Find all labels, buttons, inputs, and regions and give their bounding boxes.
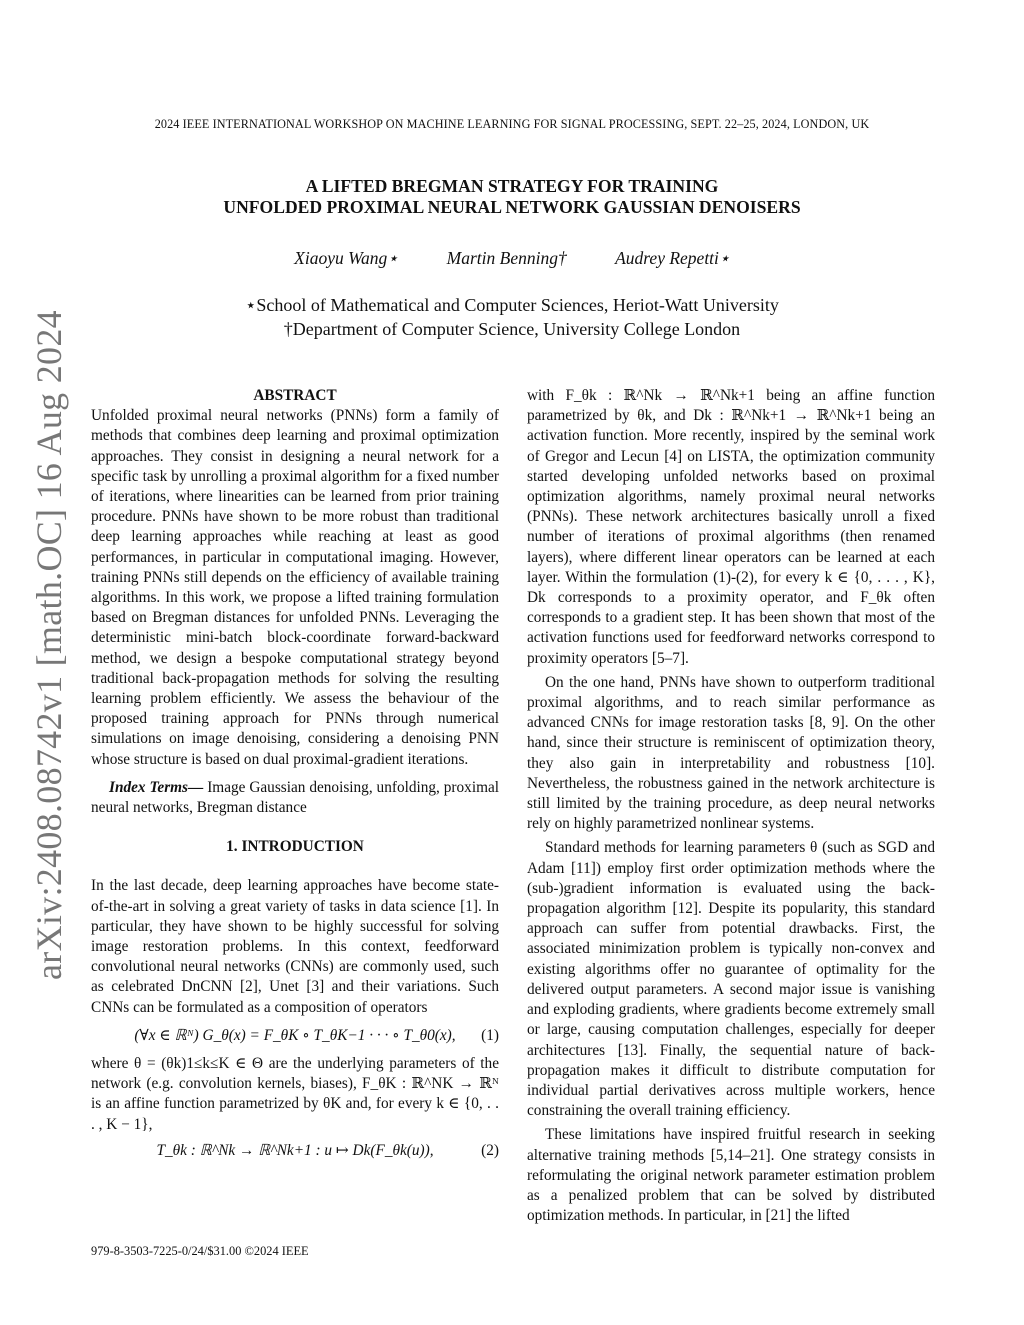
author-1: Xiaoyu Wang⋆ (294, 248, 399, 268)
equation-1 (91, 1026, 499, 1048)
equation-2-body: T_θk : ℝ^Nk → ℝ^Nk+1 : u ↦ Dk(F_θk(u)), (156, 1141, 434, 1159)
left-column (91, 386, 499, 1163)
author-list (0, 248, 1024, 269)
index-terms-text: Image Gaussian denoising, unfolding, proximal neural networks, Bregman distance (91, 778, 500, 817)
title-line-1: A LIFTED BREGMAN STRATEGY FOR TRAINING (305, 176, 719, 196)
abstract-heading: ABSTRACT (253, 387, 337, 404)
copyright-footer: 979-8-3503-7225-0/24/$31.00 ©2024 IEEE (91, 1244, 309, 1258)
affiliations (0, 294, 1024, 341)
index-terms (91, 778, 499, 818)
intro-heading: 1. INTRODUCTION (226, 838, 364, 856)
equation-2-number: (2) (481, 1141, 499, 1159)
equation-2 (91, 1141, 499, 1163)
paper-title (0, 176, 1024, 218)
affiliation-1: ⋆School of Mathematical and Computer Sciences, Heriot-Watt University (245, 295, 779, 315)
abstract-text: Unfolded proximal neural networks (PNNs) form a family of methods that combines deep learning and proximal optimization approaches. They consist in designing a neural network for a specific task by unrolling a proximal algorithm for a fixed number of iterations, where linearities can be learned from prior training procedure. PNNs have shown to be more robust than traditional deep learning approaches while reaching at least as good performances, in particular in computational imaging. However, training PNNs still depends on the efficiency of available training algorithms. In this work, we propose a lifted training formulation based on Bregman distances for unfolded PNNs. Leveraging the deterministic mini-batch block-coordinate forward-backward method, we design a bespoke computational strategy beyond traditional back-propagation methods for solving the resulting learning problem efficiently. We assess the behaviour of the proposed training approach for PNNs through numerical simulations on image denoising, considering a denoising PNN whose structure is based on dual proximal-gradient iterations. (91, 407, 499, 768)
right-paragraph-1: with F_θk : ℝ^Nk → ℝ^Nk+1 being an affine function parametrized by θk, and Dk : ℝ^Nk+1 → ℝ^Nk+1 being an activation function. More recently, inspired by the seminal work of Gregor and Lecun [4] on LISTA, the optimization community started developing unfolded networks based on proximal optimization algorithms, namely proximal neural networks (PNNs). These network architectures basically unroll a fixed number of iterations of proximal algorithms (then renamed layers), where different linear operators can be learned at each layer. Within the formulation (1)-(2), for every k ∈ {0, . . . , K}, Dk corresponds to a proximity operator, and F_θk often corresponds to a gradient step. It has been shown that most of the activation functions used for feedforward networks correspond to proximity operators [5–7]. (527, 387, 935, 667)
index-terms-label: Index Terms— (109, 778, 204, 796)
author-3: Audrey Repetti⋆ (615, 248, 730, 268)
arxiv-watermark: arXiv:2408.08742v1 [math.OC] 16 Aug 2024 (29, 310, 69, 980)
affiliation-2: †Department of Computer Science, University College London (283, 318, 741, 339)
conference-header: 2024 IEEE INTERNATIONAL WORKSHOP ON MACHINE LEARNING FOR SIGNAL PROCESSING, SEPT. 22–25, 2024, LONDON, UK (154, 117, 870, 131)
intro-paragraph-2: where θ = (θk)1≤k≤K ∈ Θ are the underlying parameters of the network (e.g. convolution kernels, biases), F_θK : ℝ^NK → ℝᴺ is an affine function parametrized by θK and, for every k ∈ {0, . . . , K − 1}, (91, 1054, 499, 1133)
equation-1-body: (∀x ∈ ℝᴺ) G_θ(x) = F_θK ∘ T_θK−1 · · · ∘ T_θ0(x), (134, 1026, 456, 1044)
right-column (527, 386, 935, 1226)
right-paragraph-2: On the one hand, PNNs have shown to outperform traditional proximal algorithms, and to reach similar performance as advanced CNNs for image restoration tasks [8, 9]. On the other hand, since their structure is reminiscent of optimization theory, they also gain in interpretability and robustness [10]. Nevertheless, the robustness gained in the network architecture is still limited by the training procedure, as deep neural networks rely on highly parametrized nonlinear systems. (527, 673, 935, 833)
right-paragraph-4: These limitations have inspired fruitful research in seeking alternative training methods [5,14–21]. One strategy consists in reformulating the original network parameter estimation problem as a penalized problem that can be solved by distributed optimization methods. In particular, in [21] the lifted (527, 1126, 935, 1225)
author-2: Martin Benning† (446, 248, 567, 268)
intro-paragraph-1: In the last decade, deep learning approaches have become state-of-the-art in solving a great variety of tasks in data science [1]. In particular, they have shown to be highly successful for solving image restoration problems. In this context, feedforward convolutional neural networks (CNNs) are commonly used, such as celebrated DnCNN [2], Unet [3] and their variations. Such CNNs can be formulated as a composition of operators (91, 877, 499, 1016)
right-paragraph-3: Standard methods for learning parameters θ (such as SGD and Adam [11]) employ first order optimization methods where the (sub-)gradient information is evaluated using the back-propagation algorithm [12]. Despite its popularity, this standard approach can suffer from potential drawbacks. First, the associated minimization problem is typically non-convex and existing algorithms offer no guarantee of optimality for the delivered output parameters. A second major issue is vanishing and exploding gradients, where gradients become extremely small or large, causing computation challenges, especially for deeper architectures [13]. Finally, the sequential nature of back-propagation makes it difficult to distribute computation for individual partial derivatives across multiple workers, hence constraining the overall training efficiency. (527, 839, 935, 1120)
equation-1-number: (1) (481, 1026, 499, 1044)
title-line-2: UNFOLDED PROXIMAL NEURAL NETWORK GAUSSIAN DENOISERS (223, 197, 801, 217)
